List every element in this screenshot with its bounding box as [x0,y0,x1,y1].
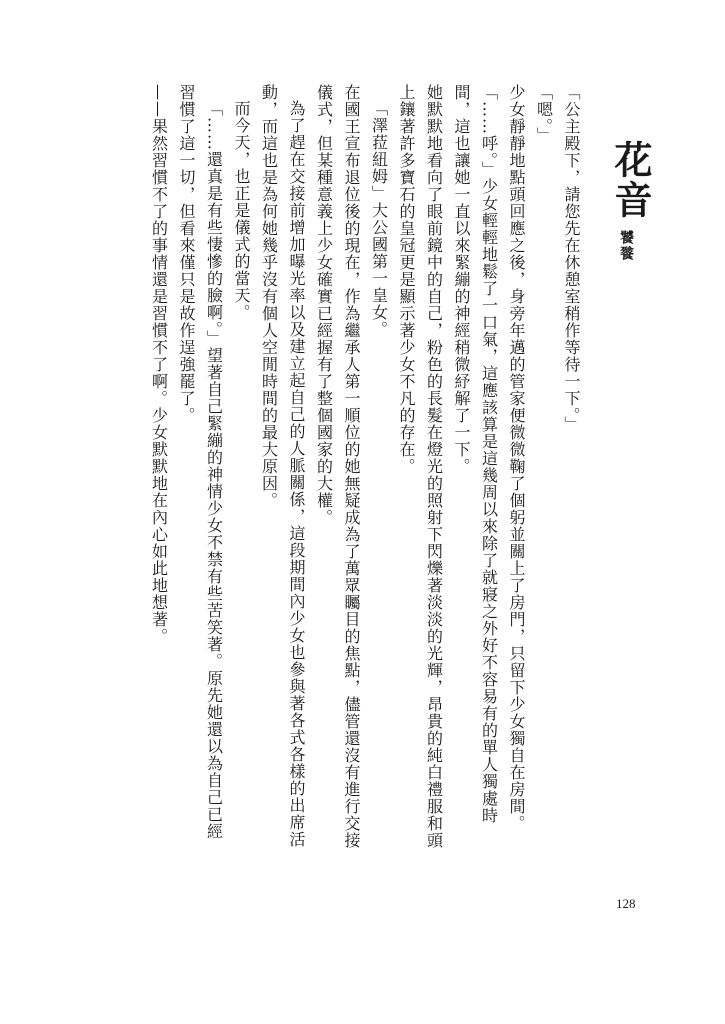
paragraph: 為了趕在交接前增加曝光率以及建立起自己的人脈關係，這段期間內少女也參與著各式各樣的出席活動，而這也是為何她幾乎沒有個人空閒時間的最大原因。 [259,84,306,848]
author-name: 饕餮 [618,230,634,262]
chapter-title: 花音 [608,140,653,220]
paragraph: ——果然習慣不了的事情還是習慣不了啊。少女默默地在內心如此地想著。 [149,84,169,645]
body-text [125,84,585,854]
page-number: 128 [616,896,636,911]
paragraph: 「嗯。」 [534,84,554,144]
paragraph: 「……呼。」少女輕輕地鬆了一口氣，這應該算是這幾周以來除了就寢之外好不容易有的單人獨處時間，這也讓她一直以來緊繃的神經稍微紓解了一下。 [452,84,499,824]
paragraph: 「公主殿下，請您先在休憩室稍作等待一下。」 [562,84,581,433]
paragraph: 而今天，也正是儀式的當天。 [232,100,251,321]
paragraph: 她默默地看向了眼前鏡中的自己，粉色的長髮在燈光的照射下閃爍著淡淡的光輝，昂貴的純白禮服和頭上鑲著許多寶石的皇冠更是顯示著少女不凡的存在。 [397,84,444,849]
paragraph: 「……還真是有些悽慘的臉啊。」望著自己緊繃的神情少女不禁有些苦笑著。原先她還以為自己已經習慣了這一切，但看來僅只是故作逞強罷了。 [177,84,224,840]
paragraph: 在國王宣布退位後的現在，作為繼承人第一順位的她無疑成為了萬眾矚目的焦點，儘管還沒有進行交接儀式，但某種意義上少女確實已經握有了整個國家的大權。 [314,84,361,849]
paragraph: 「澤菈紐姆」大公國第一皇女。 [369,100,389,338]
paragraph: 少女靜靜地點頭回應之後，身旁年邁的管家便微微鞠了個躬並關上了房門，只留下少女獨自在房間。 [507,84,526,832]
